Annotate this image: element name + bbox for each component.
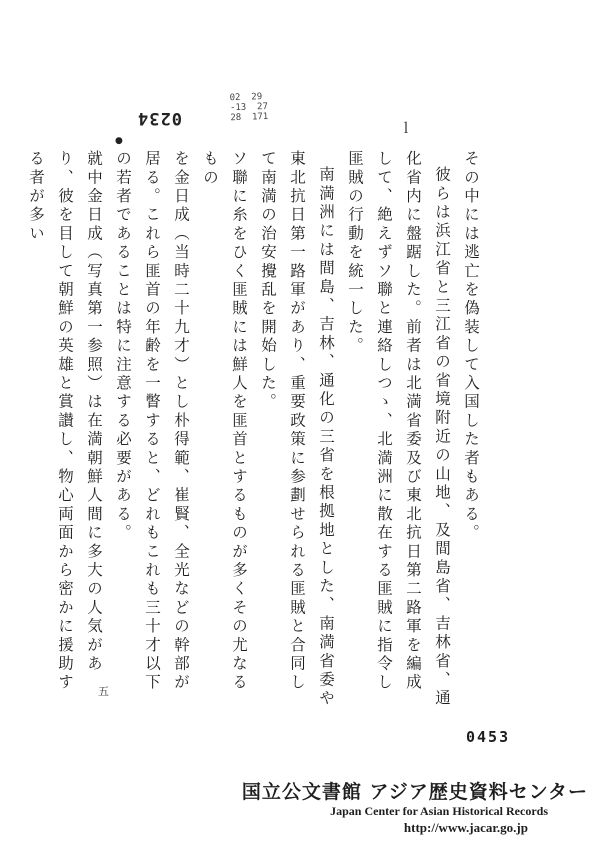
archive-name-jp: 国立公文書館 アジア歴史資料センター	[241, 781, 588, 803]
paragraph-3: 南満洲には間島、吉林、通化の三省を根拠地とした、南満省委や東北抗日第一路軍があり、重要政策に参劃せられる匪賊と合同して南満の治安攪乱を開始した。	[259, 150, 335, 708]
tick-mark: ｌ	[399, 121, 413, 137]
archive-footer	[218, 780, 596, 836]
paragraph-5: を金日成（当時二十九才）とし朴得範、崔賢、全光などの幹部が居る。これら匪首の年齢を一瞥すると、どれもこれも三十才以下の若者であることは特に注意する必要がある。	[114, 150, 190, 693]
paragraph-4: ソ聯に糸をひく匪賊には鮮人を匪首とするものが多くその尤なるもの	[201, 150, 248, 693]
handwritten-note: 02 29 -13 27 28 171	[229, 92, 269, 124]
paragraph-1: その中には逃亡を偽装して入国した者もある。	[462, 150, 480, 543]
archive-url[interactable]: http://www.jacar.go.jp	[403, 820, 528, 835]
paragraph-6: 就中金日成（写真第一参照）は在満朝鮮人間に多大の人気があり、彼を目して朝鮮の英雄と賞讃し、物心両面から密かに援助する者が多い	[27, 150, 103, 693]
body-text	[27, 150, 485, 710]
reference-number: 0453	[466, 728, 511, 746]
bullet-icon: ●	[115, 136, 123, 146]
page-number: 五	[98, 685, 109, 698]
paragraph-2: 彼らは浜江省と三江省の省境附近の山地、及間島省、吉林省、通化省内に盤踞した。前者は北満省委及び東北抗日第二路軍を編成して、絶えずソ聯と連絡しつゝ、北満洲に散在する匪賊に指令し匪賊の行動を統一した。	[346, 150, 451, 708]
stamp-number: 0234	[137, 108, 182, 128]
archive-name-en: Japan Center for Asian Historical Records	[330, 804, 548, 818]
